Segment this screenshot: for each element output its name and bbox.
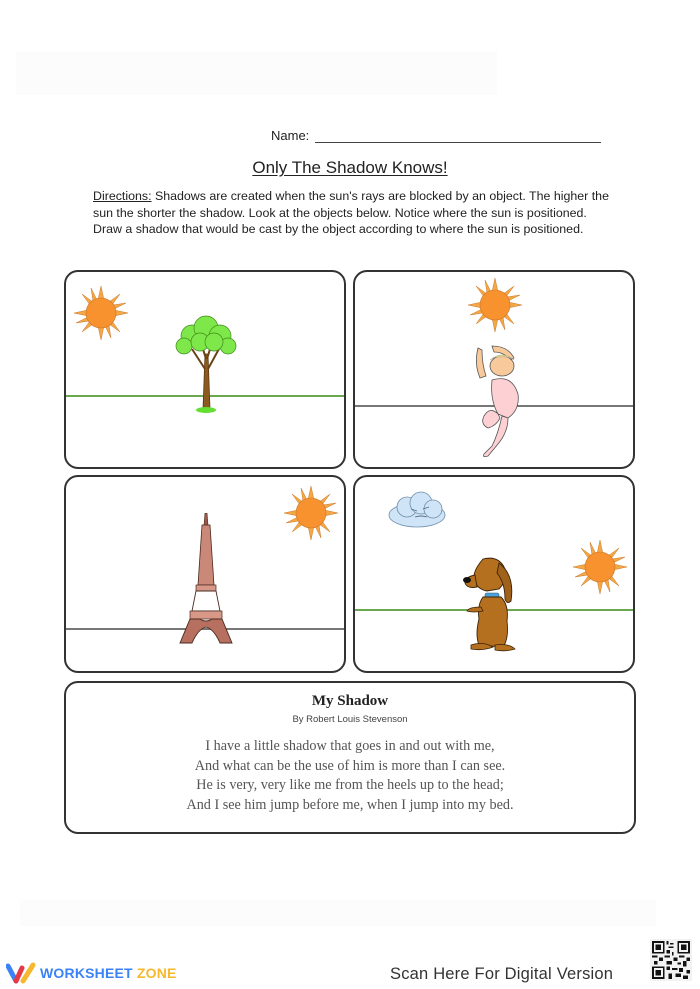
worksheet-title: Only The Shadow Knows! xyxy=(252,158,448,177)
faint-header-block xyxy=(16,52,497,95)
sun-icon xyxy=(284,486,338,540)
panel-dog[interactable] xyxy=(353,475,635,673)
poem-line: He is very, very like me from the heels up to the head; xyxy=(196,777,504,793)
directions-text: Shadows are created when the sun's rays are blocked by an object. The higher the sun the shorter the shadow. Look at the objects below. Notice where the sun is positioned. Draw a shadow that would be cast by the object according to where the sun is positioned. xyxy=(93,189,609,236)
worksheet-zone-logo[interactable] xyxy=(6,962,177,984)
name-field[interactable] xyxy=(271,128,601,143)
panel-eiffel-tower[interactable] xyxy=(64,475,346,673)
dancing-girl-icon xyxy=(468,344,528,460)
poem-title: My Shadow xyxy=(311,693,389,709)
poem-author: By Robert Louis Stevenson xyxy=(292,714,408,725)
sun-icon xyxy=(468,278,522,332)
brand-worksheet: WORKSHEET xyxy=(40,965,133,981)
name-blank-line[interactable] xyxy=(315,130,601,143)
cloud-icon xyxy=(385,491,449,531)
sun-icon xyxy=(74,286,128,340)
poem-line: I have a little shadow that goes in and out with me, xyxy=(205,738,495,754)
logo-w-icon xyxy=(6,962,36,984)
dog-icon xyxy=(463,555,523,653)
panel-tree[interactable] xyxy=(64,270,346,469)
eiffel-tower-icon xyxy=(176,513,236,645)
panel-dancer[interactable] xyxy=(353,270,635,469)
poem-box xyxy=(64,681,636,834)
directions xyxy=(93,188,613,238)
sun-icon xyxy=(573,540,627,594)
brand-zone: ZONE xyxy=(136,965,177,981)
poem-line: And I see him jump before me, when I jump into my bed. xyxy=(186,796,514,813)
poem-lines xyxy=(66,737,634,815)
faint-footer-block xyxy=(20,900,656,926)
scan-digital-version-text: Scan Here For Digital Version xyxy=(390,965,614,983)
name-label: Name: xyxy=(271,128,310,143)
directions-label: Directions: xyxy=(93,189,152,203)
poem-line: And what can be the use of him is more than I can see. xyxy=(194,757,506,774)
qr-code-icon[interactable] xyxy=(650,939,692,981)
tree-icon xyxy=(170,314,242,414)
